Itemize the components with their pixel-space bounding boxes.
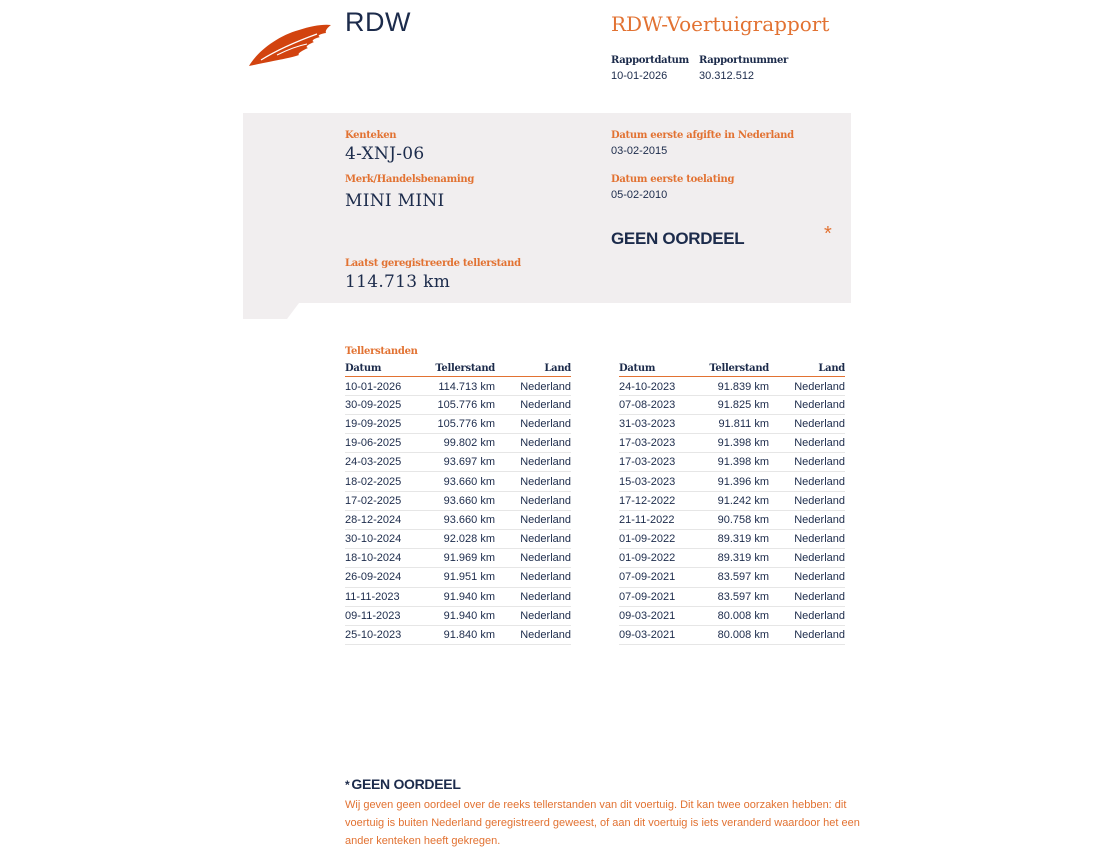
cell-country: Nederland (495, 568, 571, 587)
cell-country: Nederland (495, 587, 571, 606)
table-row (345, 625, 571, 644)
report-number-value: 30.312.512 (699, 70, 755, 82)
cell-date: 17-02-2025 (345, 491, 425, 510)
cell-reading: 89.319 km (699, 549, 769, 568)
column-header-date: Datum (619, 362, 699, 376)
table-row (619, 606, 845, 625)
last-odometer-value: 114.713 km (345, 272, 451, 292)
cell-country: Nederland (769, 510, 845, 529)
cell-country: Nederland (495, 376, 571, 395)
cell-reading: 91.811 km (699, 414, 769, 433)
plate-value: 4-XNJ-06 (345, 144, 425, 164)
cell-reading: 91.398 km (699, 453, 769, 472)
cell-country: Nederland (495, 395, 571, 414)
report-date-value: 10-01-2026 (611, 70, 668, 82)
odometer-table-right (619, 362, 845, 645)
footnote-star: * (345, 778, 350, 792)
table-row (619, 568, 845, 587)
last-odometer-label: Laatst geregistreerde tellerstand (345, 258, 521, 269)
cell-date: 25-10-2023 (345, 625, 425, 644)
cell-country: Nederland (495, 510, 571, 529)
odometer-rows-right (619, 376, 845, 645)
table-row (619, 414, 845, 433)
table-row (619, 376, 845, 395)
first-issue-nl-value: 03-02-2015 (611, 145, 668, 157)
odometer-section-title: Tellerstanden (345, 346, 418, 357)
table-row (345, 376, 571, 395)
cell-date: 18-10-2024 (345, 549, 425, 568)
brand-name: RDW (345, 7, 411, 37)
first-admission-label: Datum eerste toelating (611, 174, 735, 185)
cell-country: Nederland (495, 625, 571, 644)
cell-date: 24-03-2025 (345, 453, 425, 472)
verdict-asterisk: * (824, 223, 832, 245)
table-row (345, 606, 571, 625)
cell-reading: 93.697 km (425, 453, 495, 472)
table-row (345, 530, 571, 549)
cell-country: Nederland (769, 549, 845, 568)
cell-date: 11-11-2023 (345, 587, 425, 606)
cell-reading: 91.940 km (425, 587, 495, 606)
cell-reading: 83.597 km (699, 587, 769, 606)
cell-reading: 89.319 km (699, 530, 769, 549)
table-row (619, 587, 845, 606)
column-header-date: Datum (345, 362, 425, 376)
first-admission-value: 05-02-2010 (611, 189, 668, 201)
cell-date: 07-09-2021 (619, 568, 699, 587)
cell-reading: 91.398 km (699, 434, 769, 453)
cell-date: 24-10-2023 (619, 376, 699, 395)
cell-reading: 80.008 km (699, 625, 769, 644)
table-header-row (345, 362, 571, 376)
odometer-rows-left (345, 376, 571, 645)
table-header-row (619, 362, 845, 376)
cell-reading: 105.776 km (425, 414, 495, 433)
cell-country: Nederland (769, 414, 845, 433)
cell-country: Nederland (769, 491, 845, 510)
table-row (345, 414, 571, 433)
odometer-table-left (345, 362, 571, 645)
table-row (345, 395, 571, 414)
cell-date: 01-09-2022 (619, 530, 699, 549)
plate-label: Kenteken (345, 130, 397, 141)
report-date-block (611, 55, 689, 82)
table-row (345, 434, 571, 453)
cell-country: Nederland (769, 453, 845, 472)
cell-date: 19-06-2025 (345, 434, 425, 453)
cell-date: 09-11-2023 (345, 606, 425, 625)
column-header-reading: Tellerstand (425, 362, 495, 376)
cell-date: 10-01-2026 (345, 376, 425, 395)
table-row (345, 472, 571, 491)
cell-date: 07-08-2023 (619, 395, 699, 414)
cell-country: Nederland (769, 568, 845, 587)
table-row (619, 472, 845, 491)
last-odometer-field (345, 258, 521, 292)
table-row (619, 395, 845, 414)
report-number-block (699, 55, 788, 82)
plate-field (345, 130, 425, 164)
cell-reading: 92.028 km (425, 530, 495, 549)
cell-reading: 99.802 km (425, 434, 495, 453)
table-row (345, 587, 571, 606)
cell-date: 30-09-2025 (345, 395, 425, 414)
cell-country: Nederland (769, 434, 845, 453)
table-row (345, 549, 571, 568)
first-admission-field (611, 174, 734, 201)
cell-date: 17-03-2023 (619, 453, 699, 472)
footnote-title (345, 776, 461, 792)
cell-country: Nederland (495, 434, 571, 453)
table-row (619, 549, 845, 568)
cell-date: 30-10-2024 (345, 530, 425, 549)
table-row (345, 491, 571, 510)
make-field (345, 174, 474, 211)
footnote-title-text: GEEN OORDEEL (351, 776, 461, 792)
make-label: Merk/Handelsbenaming (345, 174, 475, 185)
cell-reading: 80.008 km (699, 606, 769, 625)
column-header-country: Land (495, 362, 571, 376)
cell-country: Nederland (495, 414, 571, 433)
column-header-country: Land (769, 362, 845, 376)
cell-reading: 91.839 km (699, 376, 769, 395)
report-date-label: Rapportdatum (611, 55, 689, 66)
report-title: RDW-Voertuigrapport (611, 12, 830, 36)
cell-country: Nederland (495, 530, 571, 549)
table-row (619, 453, 845, 472)
cell-date: 17-12-2022 (619, 491, 699, 510)
cell-date: 01-09-2022 (619, 549, 699, 568)
table-row (345, 510, 571, 529)
first-issue-nl-field (611, 130, 794, 157)
first-issue-nl-label: Datum eerste afgifte in Nederland (611, 130, 794, 141)
cell-reading: 93.660 km (425, 491, 495, 510)
report-number-label: Rapportnummer (699, 55, 788, 66)
cell-date: 21-11-2022 (619, 510, 699, 529)
cell-date: 18-02-2025 (345, 472, 425, 491)
cell-date: 15-03-2023 (619, 472, 699, 491)
vehicle-summary-panel (243, 113, 851, 319)
cell-date: 17-03-2023 (619, 434, 699, 453)
cell-country: Nederland (495, 549, 571, 568)
cell-reading: 114.713 km (425, 376, 495, 395)
cell-reading: 91.940 km (425, 606, 495, 625)
cell-country: Nederland (495, 491, 571, 510)
cell-date: 09-03-2021 (619, 606, 699, 625)
cell-country: Nederland (769, 472, 845, 491)
cell-country: Nederland (769, 587, 845, 606)
cell-date: 26-09-2024 (345, 568, 425, 587)
cell-reading: 93.660 km (425, 510, 495, 529)
cell-country: Nederland (769, 376, 845, 395)
cell-reading: 93.660 km (425, 472, 495, 491)
cell-date: 28-12-2024 (345, 510, 425, 529)
table-row (345, 453, 571, 472)
cell-reading: 91.969 km (425, 549, 495, 568)
cell-country: Nederland (769, 395, 845, 414)
table-row (619, 510, 845, 529)
cell-reading: 91.242 km (699, 491, 769, 510)
table-row (619, 491, 845, 510)
footnote-text: Wij geven geen oordeel over de reeks tellerstanden van dit voertuig. Dit kan twee oorzaken hebben: dit voertuig is buiten Nederland geregistreerd geweest, of aan dit voertuig is iets veranderd waardoor het een ander kenteken heeft gekregen. (345, 799, 860, 847)
cell-country: Nederland (495, 606, 571, 625)
cell-date: 31-03-2023 (619, 414, 699, 433)
table-row (619, 434, 845, 453)
rdw-feather-logo-icon (247, 22, 333, 68)
cell-date: 19-09-2025 (345, 414, 425, 433)
cell-country: Nederland (495, 472, 571, 491)
cell-reading: 90.758 km (699, 510, 769, 529)
table-row (345, 568, 571, 587)
cell-date: 07-09-2021 (619, 587, 699, 606)
cell-reading: 91.825 km (699, 395, 769, 414)
cell-date: 09-03-2021 (619, 625, 699, 644)
cell-reading: 91.396 km (699, 472, 769, 491)
cell-country: Nederland (495, 453, 571, 472)
verdict-badge: GEEN OORDEEL (611, 229, 745, 248)
cell-reading: 105.776 km (425, 395, 495, 414)
column-header-reading: Tellerstand (699, 362, 769, 376)
cell-country: Nederland (769, 606, 845, 625)
make-value: MINI MINI (345, 191, 445, 211)
cell-country: Nederland (769, 625, 845, 644)
cell-country: Nederland (769, 530, 845, 549)
cell-reading: 91.951 km (425, 568, 495, 587)
table-row (619, 530, 845, 549)
cell-reading: 91.840 km (425, 625, 495, 644)
cell-reading: 83.597 km (699, 568, 769, 587)
table-row (619, 625, 845, 644)
